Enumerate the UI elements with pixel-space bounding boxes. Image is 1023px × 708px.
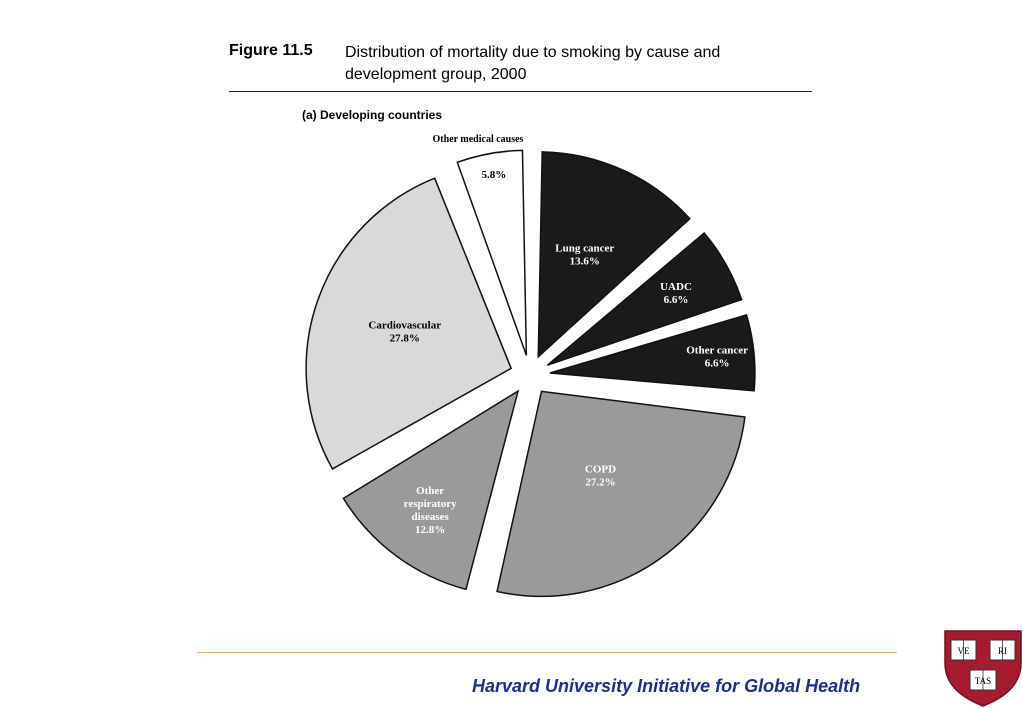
harvard-shield-logo bbox=[943, 629, 1023, 707]
slice-label-lung-cancer: Lung cancer 13.6% bbox=[555, 242, 615, 268]
slice-label-other-medical-causes: Other medical causes bbox=[432, 134, 524, 145]
pie-slice-copd bbox=[497, 391, 745, 596]
figure-label: Figure 11.5 bbox=[229, 42, 313, 59]
slice-label-copd: COPD 27.2% bbox=[584, 463, 617, 489]
slice-label-other-cancer: Other cancer 6.6% bbox=[686, 344, 749, 370]
slice-label-uadc: UADC 6.6% bbox=[660, 281, 692, 307]
chart-subtitle: (a) Developing countries bbox=[302, 108, 443, 122]
shield-word-2: RI bbox=[998, 646, 1007, 656]
slice-label-cardiovascular: Cardiovascular 27.8% bbox=[368, 319, 442, 345]
footer-divider bbox=[197, 652, 897, 653]
slice-value-other-medical-causes: 5.8% bbox=[481, 168, 507, 181]
figure-title: Distribution of mortality due to smoking by cause and development group, 2000 bbox=[345, 44, 721, 83]
slice-label-other-respiratory-diseases: Other respiratory diseases 12.8% bbox=[403, 485, 457, 537]
shield-word-1: VE bbox=[957, 646, 970, 656]
shield-word-3: TAS bbox=[974, 676, 992, 686]
organization-name: Harvard University Initiative for Global Health bbox=[472, 676, 861, 696]
